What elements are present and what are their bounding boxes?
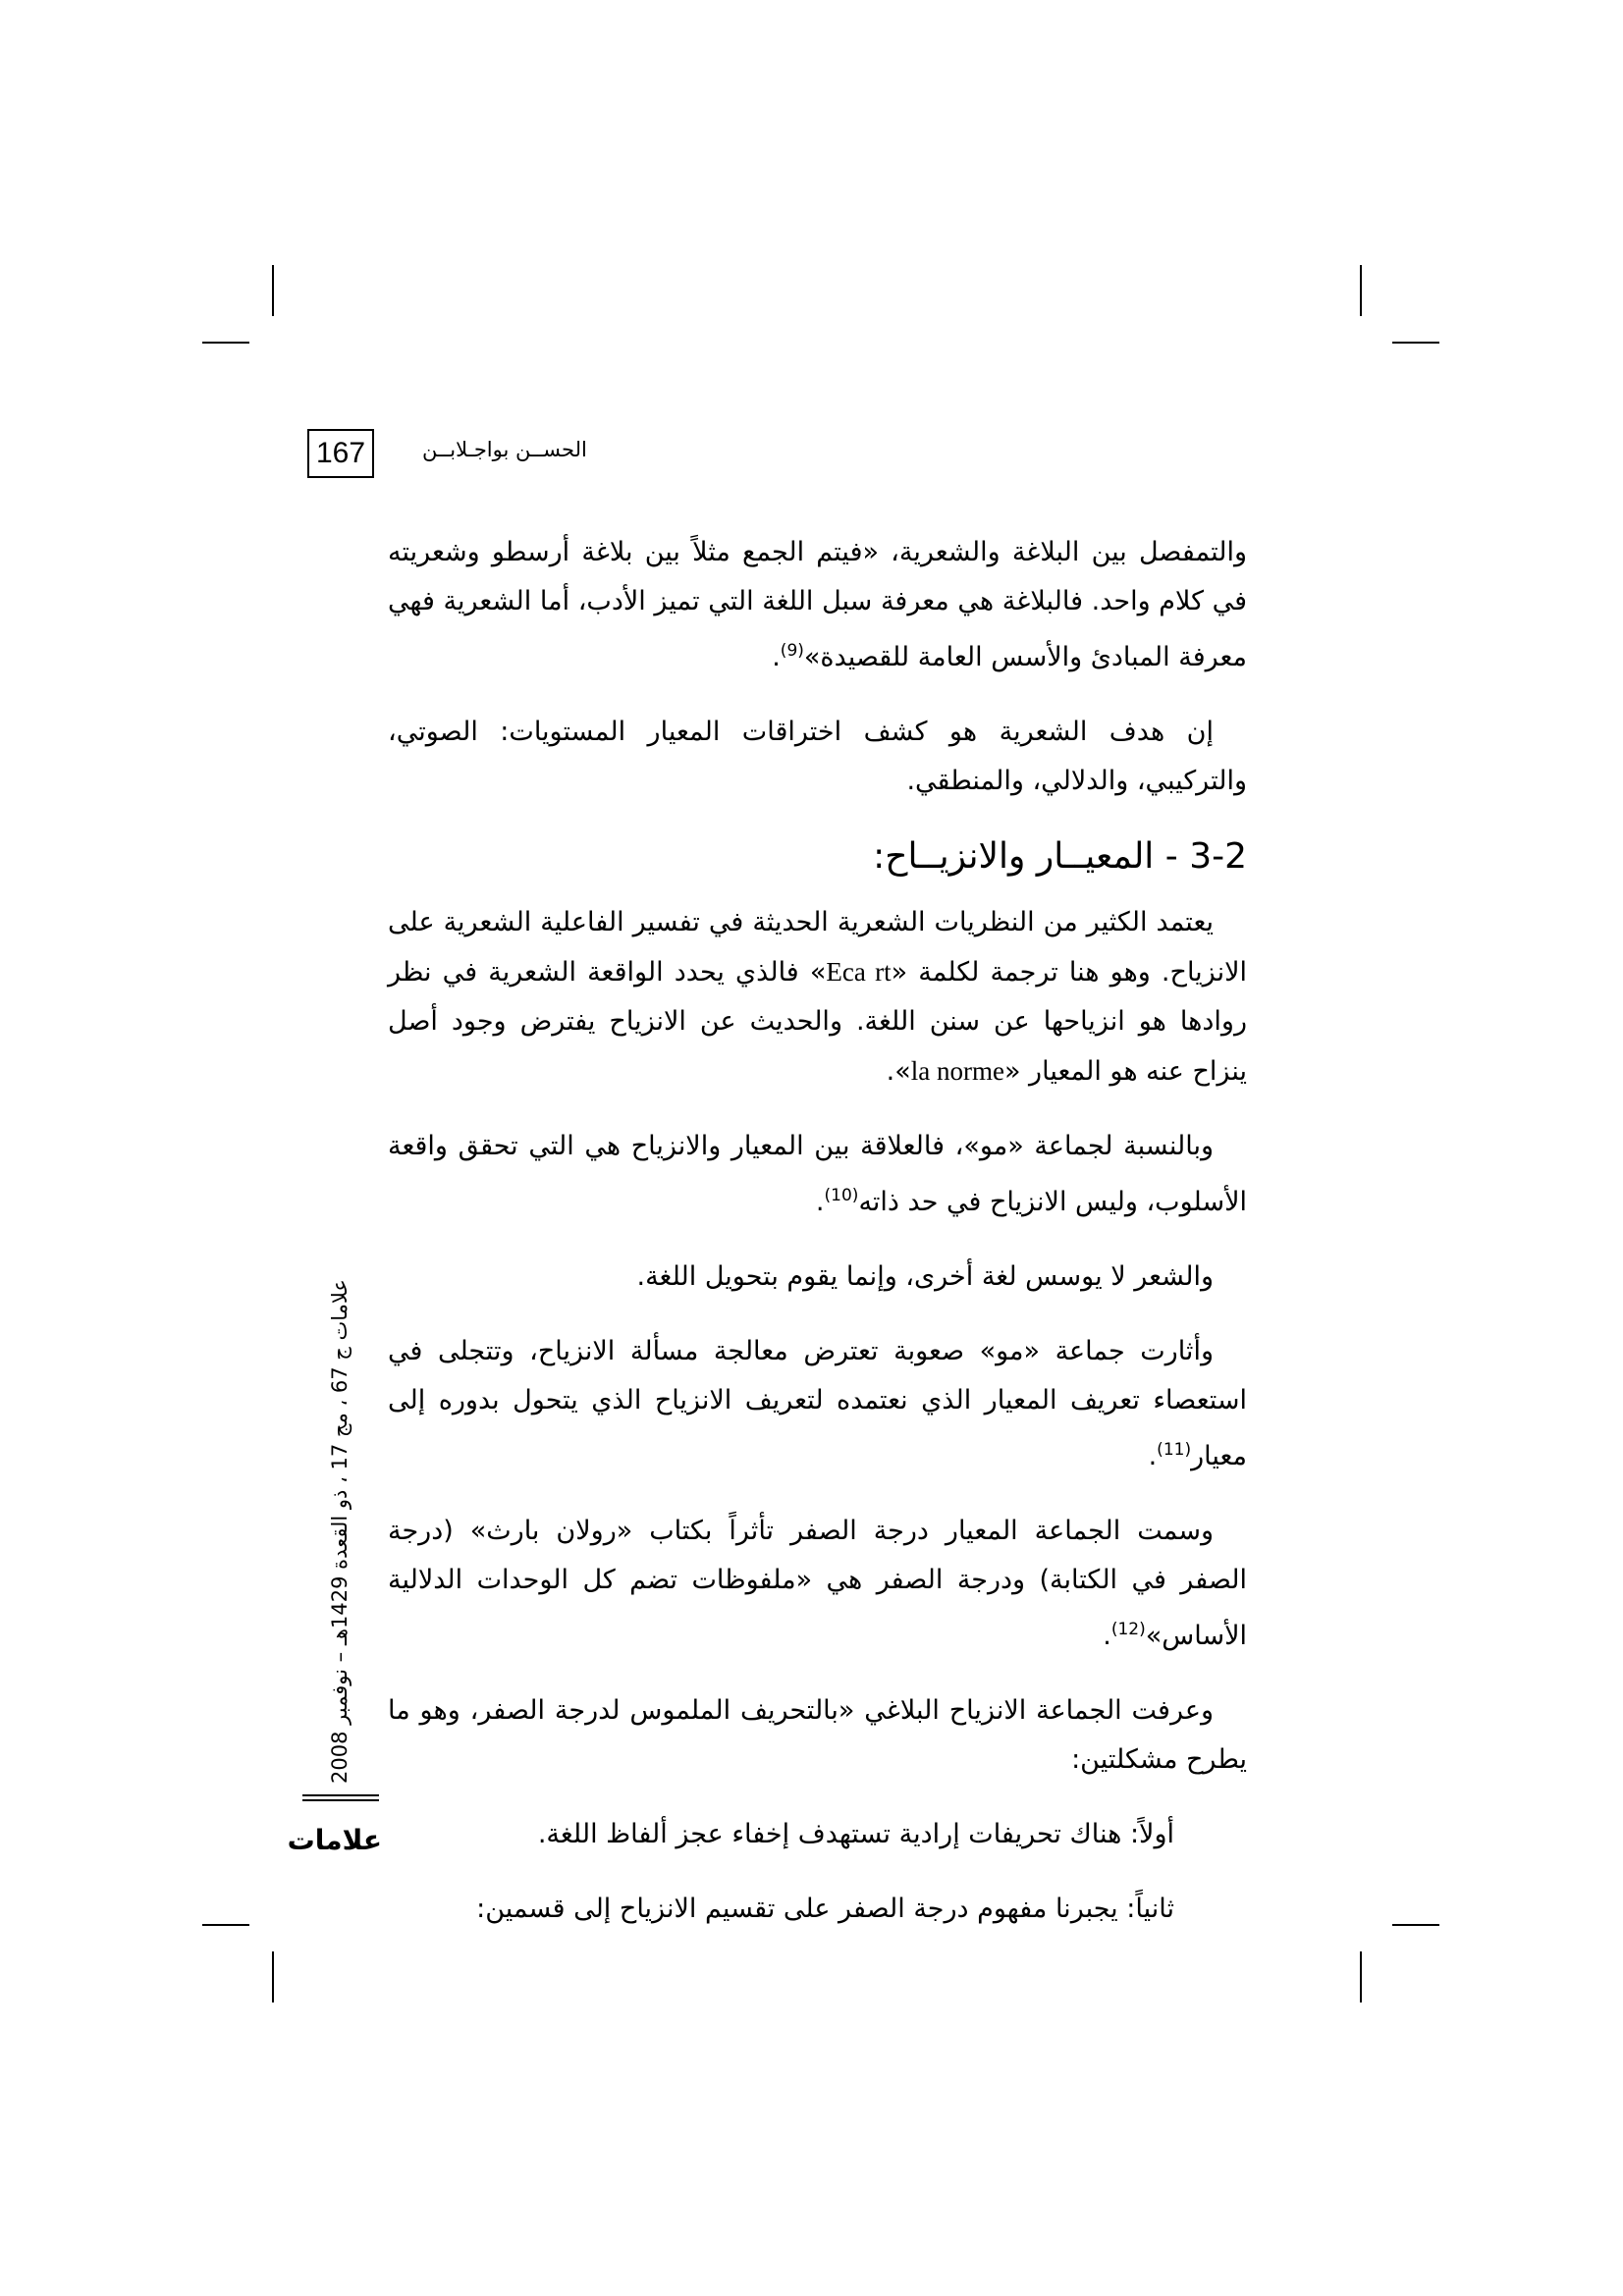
crop-mark-bottom-left-horizontal [202,1924,249,1926]
footnote-ref-9: (9) [780,641,804,661]
section-heading: 3-2 - المعيــار والانزيــاح: [873,836,1247,877]
article-body [388,528,1247,1959]
footnote-ref-11: (11) [1157,1440,1192,1460]
paragraph-6: وأثارت جماعة «مو» صعوبة تعترض معالجة مسألة الانزياح، وتتجلى في استعصاء تعريف المعيار الذي نعتمده لتعريف الانزياح الذي يتحول بدوره إلى معيار$^{(11)}$. [388,1336,1247,1471]
crop-mark-top-left-vertical [272,265,274,316]
paragraph-8: وعرفت الجماعة الانزياح البلاغي «بالتحريف الملموس لدرجة الصفر، وهو ما يطرح مشكلتين: [388,1695,1247,1775]
journal-info-text: علامات ج 67 ، مج 17 ، ذو القعدة 1429هـ – نوفمبر 2008 [328,1279,352,1784]
page-number [307,429,374,478]
latin-term-ecart: Eca rt [826,957,892,987]
crop-mark-top-right-horizontal [1392,342,1439,344]
paragraph-9: أولاً: هناك تحريفات إرادية تستهدف إخفاء عجز ألفاظ اللغة. [537,1819,1174,1849]
paragraph-4: وبالنسبة لجماعة «مو»، فالعلاقة بين المعيار والانزياح هي التي تحقق واقعة الأسلوب، وليس الانزياح في حد ذاته$^{(10)}$. [388,1131,1247,1217]
footnote-ref-12: (12) [1110,1620,1146,1639]
paragraph-3: يعتمد الكثير من النظريات الشعرية الحديثة في تفسير الفاعلية الشعرية على الانزياح. وهو هنا ترجمة لكلمة «Eca rt» فالذي يحدد الواقعة الشعرية في نظر روادها هو انزياحها عن سنن اللغة. والحديث عن الانزياح يفترض وجود أصل ينزاح عنه هو المعيار «la norme». [388,907,1247,1087]
crop-mark-bottom-left-vertical [272,1951,274,2002]
latin-term-norme: la norme [910,1056,1004,1086]
crop-mark-top-left-horizontal [202,342,249,344]
paragraph-5: والشعر لا يوسس لغة أخرى، وإنما يقوم بتحويل اللغة. [636,1261,1214,1292]
journal-info-vertical [322,1266,357,1796]
running-head-author: الحســن بواجـلابــن [422,438,587,461]
page-number-text: 167 [315,437,366,469]
crop-mark-bottom-right-vertical [1360,1951,1362,2002]
journal-double-rule [302,1794,379,1801]
paragraph-10: ثانياً: يجبرنا مفهوم درجة الصفر على تقسيم الانزياح إلى قسمين: [476,1894,1174,1924]
footnote-ref-10: (10) [824,1186,859,1205]
crop-mark-top-right-vertical [1360,265,1362,316]
paragraph-1: والتمفصل بين البلاغة والشعرية، «فيتم الجمع مثلاً بين بلاغة أرسطو وشعريته في كلام واحد. فالبلاغة هي معرفة سبل اللغة التي تميز الأدب، أما الشعرية فهي معرفة المبادئ والأسس العامة للقصيدة»$^{(9)}$. [388,537,1247,672]
crop-mark-bottom-right-horizontal [1392,1924,1439,1926]
paragraph-7: وسمت الجماعة المعيار درجة الصفر تأثراً بكتاب «رولان بارث» (درجة الصفر في الكتابة) ودرجة الصفر هي «ملفوظات تضم كل الوحدات الدلالية الأساس»$^{(12)}$. [388,1516,1247,1651]
paragraph-2: إن هدف الشعرية هو كشف اختراقات المعيار المستويات: الصوتي، والتركيبي، والدلالي، والمنطقي. [388,717,1247,796]
journal-logo: علامات [287,1824,382,1856]
